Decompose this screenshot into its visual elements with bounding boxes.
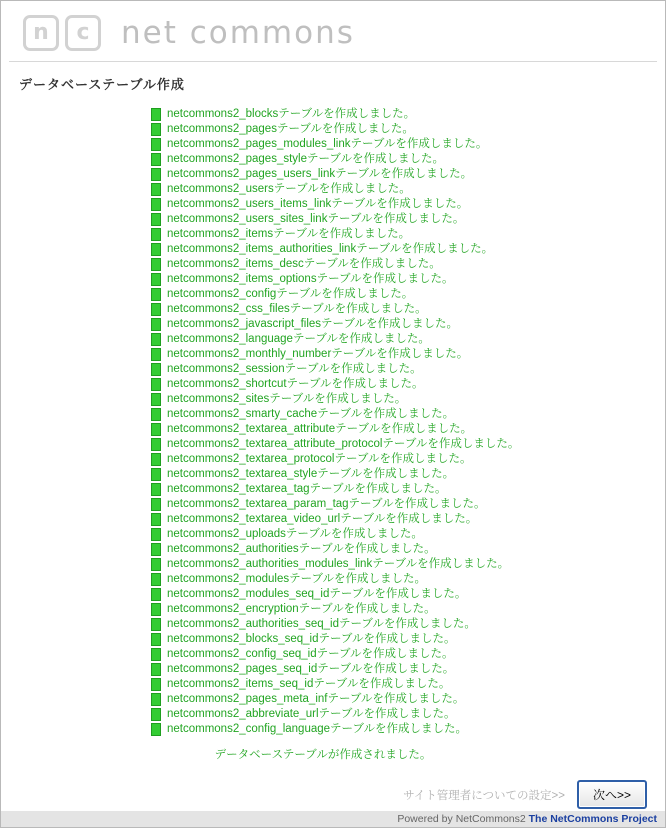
success-icon (151, 558, 161, 571)
log-row (151, 482, 665, 497)
success-icon (151, 468, 161, 481)
success-icon (151, 198, 161, 211)
log-row-text: netcommons2_items_optionsテーブルを作成しました。 (167, 273, 454, 285)
admin-settings-link[interactable]: サイト管理者についての設定>> (403, 789, 565, 802)
log-row-text: netcommons2_pages_modules_linkテーブルを作成しました。 (167, 138, 488, 150)
success-icon (151, 648, 161, 661)
log-row (151, 107, 665, 122)
log-row (151, 692, 665, 707)
logo-letter-box-c (65, 15, 101, 51)
log-row-text: netcommons2_blocks_seq_idテーブルを作成しました。 (167, 633, 456, 645)
log-row (151, 512, 665, 527)
success-icon (151, 678, 161, 691)
log-row-text: netcommons2_pages_styleテーブルを作成しました。 (167, 153, 444, 165)
log-row-text: netcommons2_usersテーブルを作成しました。 (167, 183, 411, 195)
success-icon (151, 573, 161, 586)
success-icon (151, 228, 161, 241)
log-row-text: netcommons2_pages_seq_idテーブルを作成しました。 (167, 663, 455, 675)
logo-letter-c: c (76, 20, 90, 45)
success-icon (151, 498, 161, 511)
success-icon (151, 138, 161, 151)
success-icon (151, 258, 161, 271)
log-row (151, 647, 665, 662)
log-row (151, 332, 665, 347)
success-icon (151, 333, 161, 346)
log-row-text: netcommons2_abbreviate_urlテーブルを作成しました。 (167, 708, 456, 720)
log-row (151, 197, 665, 212)
log-row (151, 242, 665, 257)
log-row (151, 497, 665, 512)
log-row (151, 212, 665, 227)
success-icon (151, 663, 161, 676)
log-row-text: netcommons2_textarea_video_urlテーブルを作成しました。 (167, 513, 478, 525)
powered-by-text: Powered by NetCommons2 (397, 813, 526, 825)
log-row-text: netcommons2_css_filesテーブルを作成しました。 (167, 303, 427, 315)
success-icon (151, 243, 161, 256)
log-row (151, 662, 665, 677)
netcommons-project-link[interactable]: The NetCommons Project (528, 813, 657, 825)
log-row (151, 407, 665, 422)
success-icon (151, 438, 161, 451)
log-row-text: netcommons2_items_seq_idテーブルを作成しました。 (167, 678, 451, 690)
log-row (151, 437, 665, 452)
log-row (151, 347, 665, 362)
log-row-text: netcommons2_users_items_linkテーブルを作成しました。 (167, 198, 469, 210)
log-row (151, 287, 665, 302)
success-icon (151, 708, 161, 721)
success-icon (151, 423, 161, 436)
success-icon (151, 483, 161, 496)
success-icon (151, 528, 161, 541)
success-icon (151, 213, 161, 226)
log-row-text: netcommons2_authoritiesテーブルを作成しました。 (167, 543, 436, 555)
install-log-list (1, 107, 665, 737)
log-row-text: netcommons2_shortcutテーブルを作成しました。 (167, 378, 424, 390)
log-row-text: netcommons2_configテーブルを作成しました。 (167, 288, 414, 300)
log-row-text: netcommons2_authorities_modules_linkテーブルを作成しました。 (167, 558, 510, 570)
success-icon (151, 543, 161, 556)
logo-wordmark: net commons (121, 15, 355, 51)
log-row (151, 707, 665, 722)
success-icon (151, 393, 161, 406)
log-row-text: netcommons2_pages_users_linkテーブルを作成しました。 (167, 168, 473, 180)
log-row-text: netcommons2_javascript_filesテーブルを作成しました。 (167, 318, 459, 330)
site-header (1, 1, 665, 57)
log-row (151, 617, 665, 632)
log-row (151, 542, 665, 557)
page-title: データベーステーブル作成 (19, 77, 185, 92)
log-row (151, 272, 665, 287)
action-row (1, 780, 665, 809)
log-row (151, 467, 665, 482)
log-row (151, 362, 665, 377)
log-row (151, 302, 665, 317)
success-icon (151, 108, 161, 121)
log-row (151, 572, 665, 587)
log-row-text: netcommons2_textarea_param_tagテーブルを作成しました。 (167, 498, 486, 510)
log-row-text: netcommons2_textarea_styleテーブルを作成しました。 (167, 468, 455, 480)
success-icon (151, 168, 161, 181)
log-row-text: netcommons2_pagesテーブルを作成しました。 (167, 123, 414, 135)
log-row-text: netcommons2_textarea_attribute_protocolテーブルを作成しました。 (167, 438, 520, 450)
log-row (151, 587, 665, 602)
log-row-text: netcommons2_blocksテーブルを作成しました。 (167, 108, 416, 120)
success-icon (151, 318, 161, 331)
success-icon (151, 288, 161, 301)
logo-letter-box-n (23, 15, 59, 51)
log-row-text: netcommons2_encryptionテーブルを作成しました。 (167, 603, 436, 615)
log-row-text: netcommons2_authorities_seq_idテーブルを作成しました。 (167, 618, 476, 630)
log-row-text: netcommons2_sessionテーブルを作成しました。 (167, 363, 422, 375)
log-row-text: netcommons2_textarea_protocolテーブルを作成しました。 (167, 453, 472, 465)
log-row (151, 527, 665, 542)
success-icon (151, 603, 161, 616)
log-row (151, 257, 665, 272)
success-icon (151, 633, 161, 646)
log-row-text: netcommons2_smarty_cacheテーブルを作成しました。 (167, 408, 455, 420)
success-icon (151, 153, 161, 166)
log-row-text: netcommons2_textarea_tagテーブルを作成しました。 (167, 483, 447, 495)
log-row-text: netcommons2_textarea_attributeテーブルを作成しました。 (167, 423, 473, 435)
log-row-text: netcommons2_modulesテーブルを作成しました。 (167, 573, 427, 585)
log-row (151, 122, 665, 137)
logo (23, 15, 665, 51)
logo-letter-n: n (33, 20, 49, 45)
log-row (151, 722, 665, 737)
success-icon (151, 588, 161, 601)
log-row-text: netcommons2_sitesテーブルを作成しました。 (167, 393, 407, 405)
log-row-text: netcommons2_itemsテーブルを作成しました。 (167, 228, 411, 240)
success-icon (151, 693, 161, 706)
success-icon (151, 723, 161, 736)
log-row-text: netcommons2_items_descテーブルを作成しました。 (167, 258, 441, 270)
success-icon (151, 273, 161, 286)
log-row (151, 227, 665, 242)
success-icon (151, 378, 161, 391)
log-row-text: netcommons2_items_authorities_linkテーブルを作成しました。 (167, 243, 494, 255)
log-row-text: netcommons2_monthly_numberテーブルを作成しました。 (167, 348, 469, 360)
log-row (151, 167, 665, 182)
log-row (151, 137, 665, 152)
log-row (151, 422, 665, 437)
log-row-text: netcommons2_pages_meta_infテーブルを作成しました。 (167, 693, 465, 705)
next-button[interactable]: 次へ>> (577, 780, 647, 809)
log-row (151, 392, 665, 407)
success-icon (151, 363, 161, 376)
log-row (151, 377, 665, 392)
log-row-text: netcommons2_languageテーブルを作成しました。 (167, 333, 430, 345)
log-row-text: netcommons2_uploadsテーブルを作成しました。 (167, 528, 423, 540)
log-row (151, 317, 665, 332)
log-row (151, 452, 665, 467)
footer-bar (1, 811, 665, 827)
success-icon (151, 183, 161, 196)
success-icon (151, 123, 161, 136)
header-divider (9, 61, 657, 62)
log-row (151, 677, 665, 692)
log-row (151, 557, 665, 572)
log-row-text: netcommons2_config_seq_idテーブルを作成しました。 (167, 648, 454, 660)
success-icon (151, 408, 161, 421)
success-icon (151, 618, 161, 631)
log-row (151, 632, 665, 647)
log-row-text: netcommons2_config_languageテーブルを作成しました。 (167, 723, 467, 735)
success-icon (151, 513, 161, 526)
success-icon (151, 453, 161, 466)
log-row-text: netcommons2_users_sites_linkテーブルを作成しました。 (167, 213, 465, 225)
install-summary: データベーステーブルが作成されました。 (214, 749, 432, 761)
log-row (151, 152, 665, 167)
log-row (151, 182, 665, 197)
success-icon (151, 348, 161, 361)
log-row (151, 602, 665, 617)
success-icon (151, 303, 161, 316)
log-row-text: netcommons2_modules_seq_idテーブルを作成しました。 (167, 588, 467, 600)
